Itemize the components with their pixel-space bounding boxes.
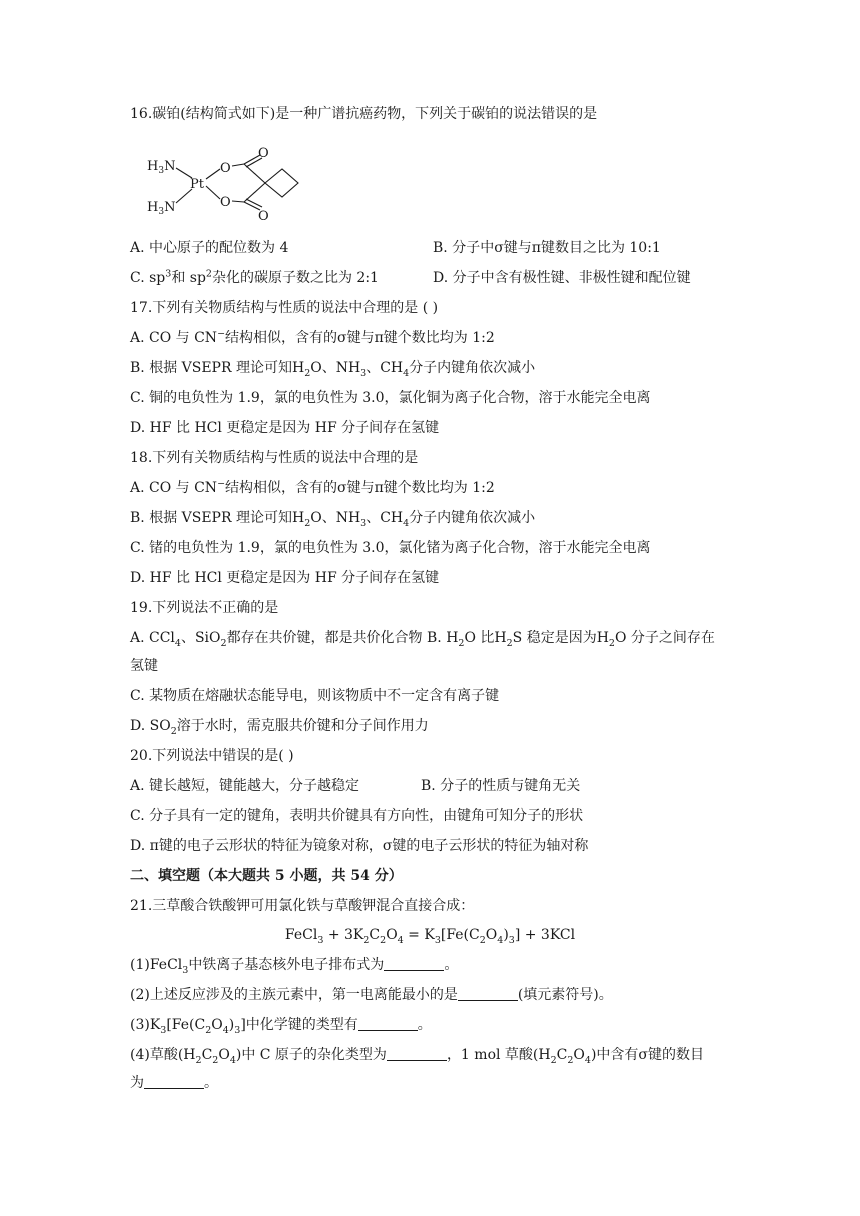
q17-option-b: B. 根据 VSEPR 理论可知$H_2O$、$NH_3$、$CH_4$分子内键角依次减小 (130, 360, 536, 379)
q20-option-c: C. 分子具有一定的键角，表明共价键具有方向性，由键角可知分子的形状 (130, 808, 584, 824)
answer-blank[interactable] (387, 1046, 447, 1061)
q19-option-ab-cont: 氢键 (130, 658, 158, 674)
q16-option-a: A. 中心原子的配位数为 4 (130, 240, 289, 256)
q19-option-ab: A. CCl$_4$、SiO$_2$都存在共价键，都是共价化合物 B. $H_2O$ 比$H_2S$ 稳定是因为$H_2O$ 分子之间存在 (130, 630, 715, 649)
q17-option-c: C. 铜的电负性为 1.9，氯的电负性为 3.0，氯化铜为离子化合物，溶于水能完全电离 (130, 390, 651, 406)
answer-blank[interactable] (384, 956, 444, 971)
q20-option-a: A. 键长越短，键能越大，分子越稳定 (130, 778, 360, 794)
q18-stem: 18.下列有关物质结构与性质的说法中合理的是 (130, 450, 419, 466)
q17-option-a: A. CO 与 CN−结构相似，含有的σ键与π键个数比均为 1:2 (130, 328, 495, 346)
q20-option-d: D. π键的电子云形状的特征为镜象对称，σ键的电子云形状的特征为轴对称 (130, 838, 589, 854)
amine-label-2: $H_3N$ (147, 200, 176, 217)
oxygen-label-2: O (220, 195, 231, 210)
q16-stem: 16.碳铂(结构简式如下)是一种广谱抗癌药物，下列关于碳铂的说法错误的是 (130, 106, 598, 122)
answer-blank[interactable] (144, 1074, 204, 1089)
q21-part-4: (4)草酸$(H_2C_2O_4)$中 C 原子的杂化类型为 ，1 mol 草酸$(H_2C_2O_4)$中含有σ键的数目 (130, 1047, 704, 1066)
amine-label-1: $H_3N$ (147, 159, 176, 176)
q18-option-d: D. HF 比 HCl 更稳定是因为 HF 分子间存在氢键 (130, 570, 440, 586)
answer-blank[interactable] (458, 986, 518, 1001)
q20-option-b: B. 分子的性质与键角无关 (421, 778, 581, 794)
q21-equation: FeCl$_3$ + $3K_2C_2O_4 = K_3[Fe(C_2O_4)_3] + 3KCl$ (284, 927, 576, 946)
q18-option-a: A. CO 与 CN−结构相似，含有的σ键与π键个数比均为 1:2 (130, 478, 495, 496)
q21-part-2: (2)上述反应涉及的主族元素中，第一电离能最小的是 (填元素符号)。 (130, 987, 613, 1003)
q18-option-b: B. 根据 VSEPR 理论可知$H_2O$、$NH_3$、$CH_4$分子内键角依次减小 (130, 510, 536, 529)
q21-part-1: (1)FeCl$_3$中铁离子基态核外电子排布式为 。 (130, 957, 459, 976)
q21-part-3: $(3)K_3[Fe(C_2O_4)_3]$中化学键的类型有 。 (130, 1017, 432, 1036)
carbonyl-oxygen-2: O (258, 209, 269, 220)
section-heading: 二、填空题（本大题共 5 小题，共 54 分） (130, 868, 403, 884)
q16-option-b: B. 分子中σ键与π键数目之比为 10:1 (433, 240, 661, 256)
q17-option-d: D. HF 比 HCl 更稳定是因为 HF 分子间存在氢键 (130, 420, 440, 436)
q20-stem: 20.下列说法中错误的是( ) (130, 748, 294, 764)
q19-option-d: D. $SO_2$溶于水时，需克服共价键和分子间作用力 (130, 718, 429, 737)
answer-blank[interactable] (358, 1016, 418, 1031)
platinum-label: Pt (190, 177, 204, 192)
q18-option-c: C. 锗的电负性为 1.9，氯的电负性为 3.0，氯化锗为离子化合物，溶于水能完全电离 (130, 540, 651, 556)
q21-stem: 21.三草酸合铁酸钾可用氯化铁与草酸钾混合直接合成： (130, 898, 475, 914)
q21-part-4-cont: 为 。 (130, 1075, 218, 1091)
oxygen-label-1: O (220, 161, 231, 176)
q17-stem: 17.下列有关物质结构与性质的说法中合理的是 ( ) (130, 300, 439, 316)
q16-option-d: D. 分子中含有极性键、非极性键和配位键 (433, 270, 691, 286)
q16-option-c: C. $sp^3$和 $sp^2$杂化的碳原子数之比为 2:1 (130, 268, 379, 286)
q19-stem: 19.下列说法不正确的是 (130, 600, 279, 616)
carbonyl-oxygen-1: O (258, 146, 269, 161)
carboplatin-structure (140, 140, 310, 220)
q19-option-c: C. 某物质在熔融状态能导电，则该物质中不一定含有离子键 (130, 688, 500, 704)
